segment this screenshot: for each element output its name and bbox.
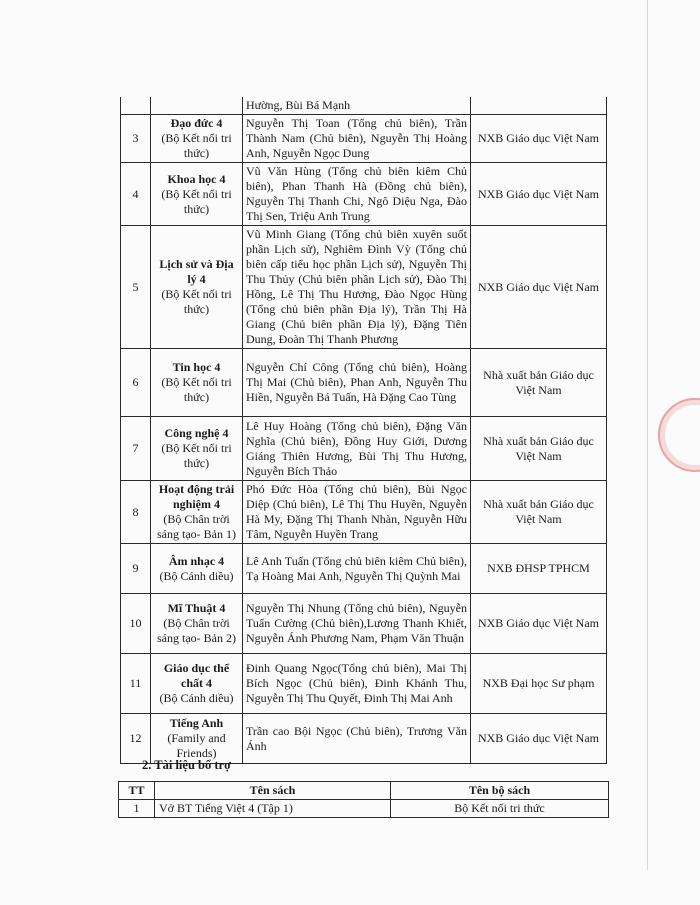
subject-name: Giáo dục thể chất 4 bbox=[163, 661, 230, 690]
table-row bbox=[121, 226, 607, 349]
subject-name: Tiếng Anh bbox=[169, 716, 224, 730]
header-book-set: Tên bộ sách bbox=[391, 782, 609, 800]
subject-note: (Bộ Cánh diều) bbox=[159, 691, 234, 705]
subject-note: (Bộ Kết nối tri thức) bbox=[161, 287, 232, 316]
cell-stt: 9 bbox=[121, 544, 151, 594]
subject-name: Âm nhạc 4 bbox=[168, 553, 225, 568]
cell-authors: Vũ Minh Giang (Tổng chủ biên xuyên suốt phần Lịch sử), Nghiêm Đình Vỳ (Tổng chủ biên cấp tiểu học phần Lịch sử), Nguyễn Thị Thu Thủy (Chủ biên phần Lịch sử), Đào Thị Hồng, Lê Thị Thu Hương, Đào Ngọc Hùng (Tổng chủ biên phần Địa lý), Trần Thị Hà Giang (Chủ biên phần Địa lý), Đặng Tiên Dung, Đoàn Thị Thanh Phương bbox=[243, 226, 471, 349]
cell-publisher: NXB Đại học Sư phạm bbox=[471, 654, 607, 714]
cell-subject bbox=[151, 544, 243, 594]
cell-publisher: NXB Giáo dục Việt Nam bbox=[471, 226, 607, 349]
table-row bbox=[121, 163, 607, 226]
textbook-table-body bbox=[121, 97, 607, 764]
supplementary-header-row bbox=[119, 782, 609, 800]
cell-subject bbox=[151, 349, 243, 417]
cell-stt: 12 bbox=[121, 714, 151, 764]
cell-book-name: Vở BT Tiếng Việt 4 (Tập 1) bbox=[155, 800, 391, 818]
cell-authors: Nguyễn Thị Nhung (Tổng chủ biên), Nguyễn Tuấn Cường (Chủ biên),Lương Thanh Khiết, Nguyễn Ánh Phương Nam, Phạm Văn Thuận bbox=[243, 594, 471, 654]
table-row bbox=[121, 714, 607, 764]
cell-stt: 8 bbox=[121, 481, 151, 544]
cell-authors: Đinh Quang Ngọc(Tổng chủ biên), Mai Thị Bích Ngọc (Chủ biên), Đinh Khánh Thu, Nguyễn Thị Thu Quyết, Đinh Thị Mai Anh bbox=[243, 654, 471, 714]
cell-subject bbox=[151, 654, 243, 714]
table-row bbox=[121, 349, 607, 417]
cell-book-set: Bộ Kết nối tri thức bbox=[391, 800, 609, 818]
cell-subject bbox=[151, 481, 243, 544]
cell-publisher: Nhà xuất bản Giáo dục Việt Nam bbox=[471, 349, 607, 417]
subject-name: Tin học 4 bbox=[172, 360, 221, 374]
cell-authors: Nguyễn Thị Toan (Tổng chủ biên), Trần Thành Nam (Chủ biên), Nguyễn Thị Hoàng Anh, Nguyễn Ngọc Dung bbox=[243, 115, 471, 163]
table-row bbox=[121, 654, 607, 714]
section-title: 2. Tài liệu bổ trợ bbox=[142, 758, 231, 772]
cell-publisher: NXB Giáo dục Việt Nam bbox=[471, 594, 607, 654]
subject-note: (Bộ Cánh diều) bbox=[159, 568, 234, 583]
cell-publisher: NXB Giáo dục Việt Nam bbox=[471, 714, 607, 764]
cell-publisher bbox=[471, 97, 607, 115]
header-book-name: Tên sách bbox=[155, 782, 391, 800]
cell-subject bbox=[151, 226, 243, 349]
cell-subject bbox=[151, 163, 243, 226]
cell-stt: 10 bbox=[121, 594, 151, 654]
cell-authors: Lê Anh Tuấn (Tổng chủ biên kiêm Chủ biên), Tạ Hoàng Mai Anh, Nguyễn Thị Quỳnh Mai bbox=[243, 544, 471, 594]
cell-stt: 6 bbox=[121, 349, 151, 417]
subject-note: (Bộ Kết nối tri thức) bbox=[161, 131, 232, 160]
table-row bbox=[121, 97, 607, 115]
table-row bbox=[121, 544, 607, 594]
cell-stt: 3 bbox=[121, 115, 151, 163]
subject-note: (Family and Friends) bbox=[167, 731, 226, 760]
subject-name: Công nghệ 4 bbox=[164, 426, 229, 440]
subject-name: Đạo đức 4 bbox=[170, 116, 223, 130]
cell-stt: 5 bbox=[121, 226, 151, 349]
table-row bbox=[121, 481, 607, 544]
page-edge bbox=[647, 0, 648, 870]
cell-stt: 4 bbox=[121, 163, 151, 226]
cell-subject bbox=[151, 97, 243, 115]
table-row bbox=[119, 800, 609, 818]
subject-note: (Bộ Kết nối tri thức) bbox=[161, 375, 232, 404]
cell-publisher: NXB ĐHSP TPHCM bbox=[471, 544, 607, 594]
cell-stt: 11 bbox=[121, 654, 151, 714]
cell-authors: Lê Huy Hoàng (Tổng chủ biên), Đặng Văn Nghĩa (Chủ biên), Đồng Huy Giới, Dương Giáng Thiên Hương, Bùi Thị Thu Hương, Nguyễn Bích Thảo bbox=[243, 417, 471, 481]
table-row bbox=[121, 115, 607, 163]
subject-note: (Bộ Kết nối tri thức) bbox=[161, 441, 232, 470]
cell-authors: Nguyễn Chí Công (Tổng chủ biên), Hoàng Thị Mai (Chủ biên), Phan Anh, Nguyễn Thu Hiền, Nguyễn Bá Tuấn, Hà Đặng Cao Tùng bbox=[243, 349, 471, 417]
header-tt: TT bbox=[119, 782, 155, 800]
cell-stt bbox=[121, 97, 151, 115]
cell-subject bbox=[151, 417, 243, 481]
subject-name: Lịch sử và Địa lý 4 bbox=[159, 257, 234, 286]
cell-publisher: NXB Giáo dục Việt Nam bbox=[471, 163, 607, 226]
table-row bbox=[121, 594, 607, 654]
subject-name: Mĩ Thuật 4 bbox=[167, 601, 226, 615]
cell-authors: Trần cao Bội Ngọc (Chủ biên), Trương Văn Ánh bbox=[243, 714, 471, 764]
cell-authors: Hường, Bùi Bá Mạnh bbox=[243, 97, 471, 115]
textbook-table bbox=[120, 97, 607, 764]
cell-authors: Phó Đức Hòa (Tổng chủ biên), Bùi Ngọc Diệp (Chủ biên), Lê Thị Thu Huyền, Nguyễn Hà My, Đặng Thị Thanh Nhàn, Nguyễn Hữu Tâm, Nguyễn Huyền Trang bbox=[243, 481, 471, 544]
subject-note: (Bộ Chân trời sáng tạo- Bản 1) bbox=[157, 512, 236, 541]
cell-publisher: NXB Giáo dục Việt Nam bbox=[471, 115, 607, 163]
cell-authors: Vũ Văn Hùng (Tổng chủ biên kiêm Chủ biên), Phan Thanh Hà (Đồng chủ biên), Nguyễn Thị Thanh Chi, Ngô Diệu Nga, Đào Thị Sen, Triệu Anh Trung bbox=[243, 163, 471, 226]
red-seal-stamp bbox=[658, 398, 700, 472]
cell-stt: 7 bbox=[121, 417, 151, 481]
cell-tt: 1 bbox=[119, 800, 155, 818]
subject-name: Khoa học 4 bbox=[167, 171, 226, 186]
subject-note: (Bộ Chân trời sáng tạo- Bản 2) bbox=[157, 616, 236, 645]
supplementary-table bbox=[118, 781, 609, 818]
cell-publisher: Nhà xuất bản Giáo dục Việt Nam bbox=[471, 481, 607, 544]
cell-publisher: Nhà xuất bản Giáo dục Việt Nam bbox=[471, 417, 607, 481]
subject-note: (Bộ Kết nối tri thức) bbox=[161, 186, 232, 216]
cell-subject bbox=[151, 594, 243, 654]
table-row bbox=[121, 417, 607, 481]
cell-subject bbox=[151, 714, 243, 764]
cell-subject bbox=[151, 115, 243, 163]
subject-name: Hoạt động trải nghiệm 4 bbox=[158, 482, 235, 511]
